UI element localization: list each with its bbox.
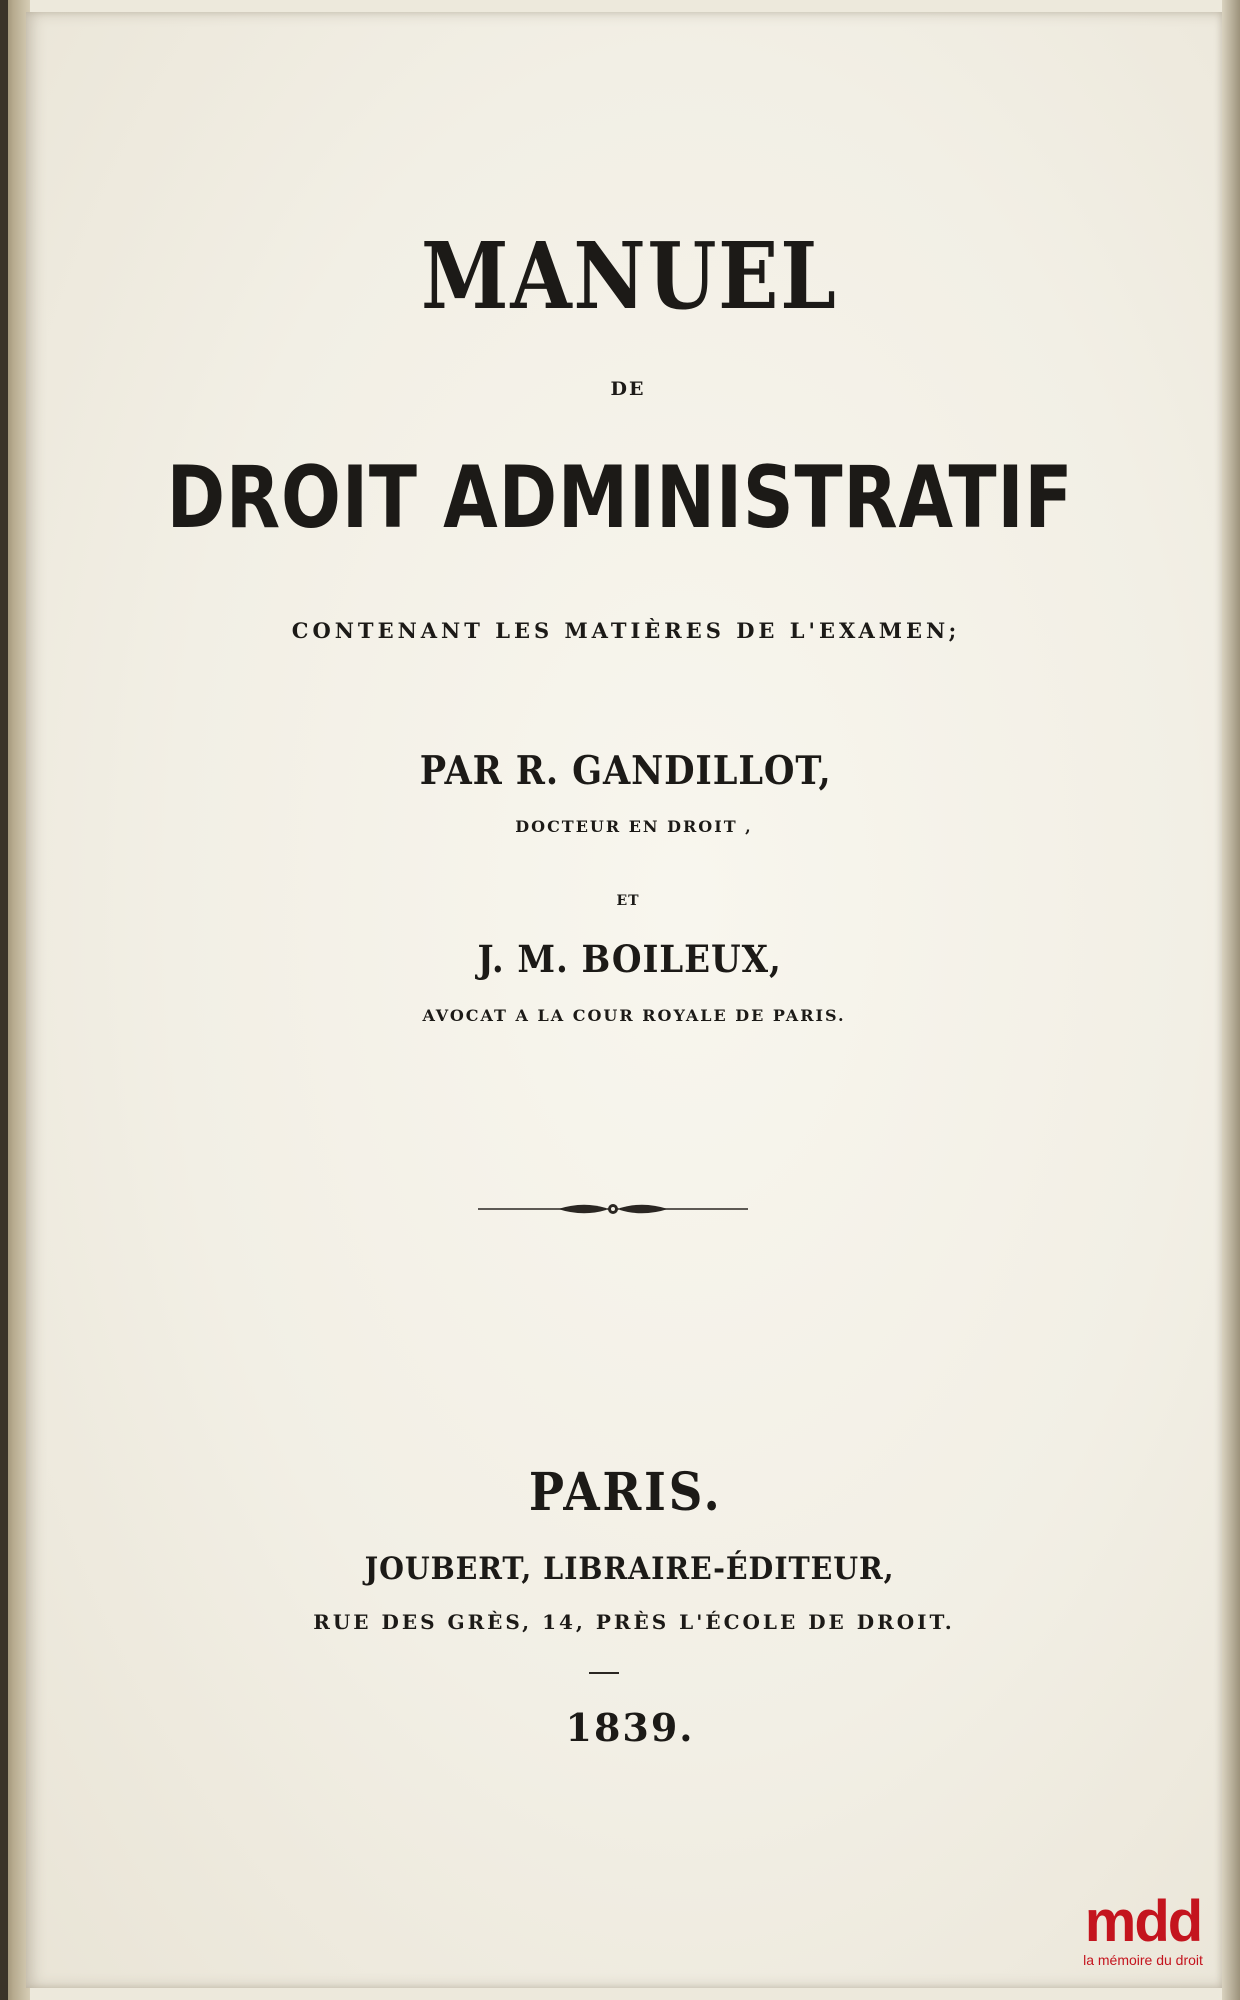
logo-text: la mémoire du droit (1083, 1952, 1203, 1968)
author-conjunction: ET (616, 893, 640, 909)
mdd-logo (1058, 1890, 1228, 1994)
page-right-edge (1222, 0, 1240, 2000)
contents-line: CONTENANT LES MATIÈRES DE L'EXAMEN; (291, 618, 961, 643)
author-1-name: PAR R. GANDILLOT, (419, 748, 832, 794)
publisher-name: JOUBERT, LIBRAIRE-ÉDITEUR, (364, 1551, 895, 1587)
ornamental-rule-icon (478, 1195, 748, 1223)
publication-city: PARIS. (528, 1462, 723, 1523)
book-subject: DROIT ADMINISTRATIF (166, 448, 1074, 548)
binding-edge (0, 0, 8, 2000)
book-title: MANUEL (421, 222, 838, 330)
logo-mark: mdd (1084, 1889, 1202, 1954)
title-connector: DE (610, 378, 646, 400)
publisher-address: RUE DES GRÈS, 14, PRÈS L'ÉCOLE DE DROIT. (313, 1610, 955, 1634)
author-1-credential: DOCTEUR EN DROIT , (515, 817, 753, 836)
publication-year: 1839. (565, 1705, 695, 1750)
author-2-credential: AVOCAT A LA COUR ROYALE DE PARIS. (422, 1006, 846, 1025)
short-divider (589, 1672, 619, 1674)
author-2-name: J. M. BOILEUX, (477, 937, 782, 981)
